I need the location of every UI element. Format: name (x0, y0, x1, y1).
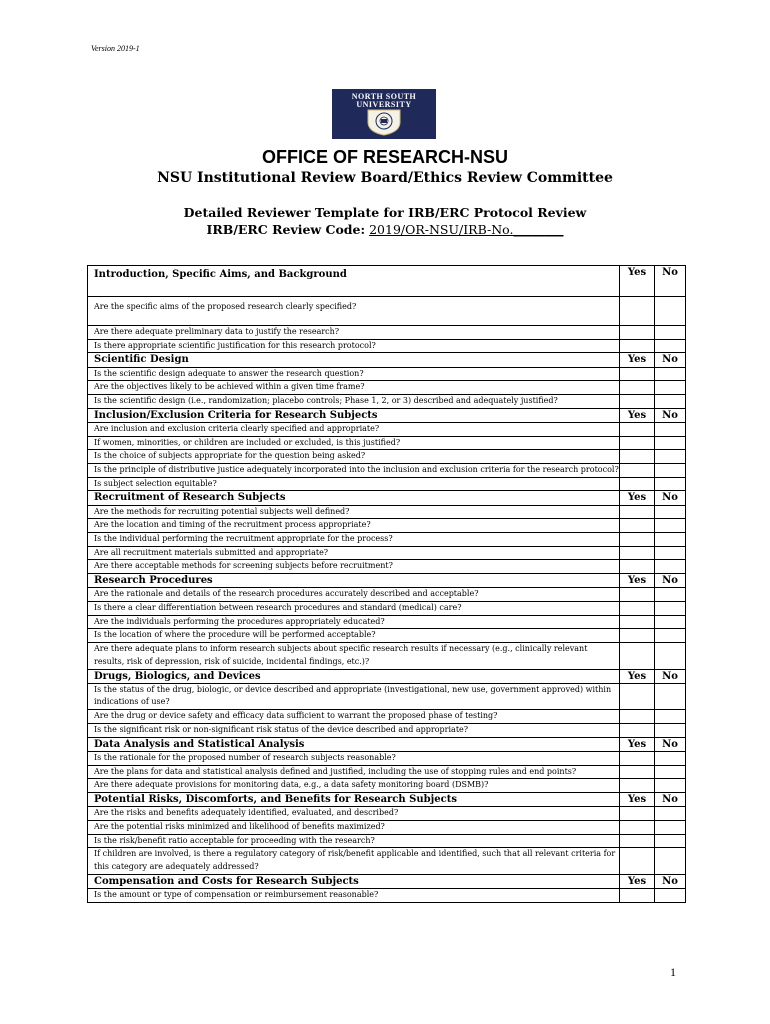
no-answer-cell[interactable] (655, 643, 686, 669)
no-answer-cell[interactable] (655, 588, 686, 602)
question-text: Is the location of where the procedure will be performed acceptable? (88, 629, 620, 643)
question-row (88, 723, 686, 737)
yes-answer-cell[interactable] (620, 422, 655, 436)
question-row (88, 820, 686, 834)
yes-answer-cell[interactable] (620, 533, 655, 547)
page-number: 1 (670, 965, 676, 979)
yes-answer-cell[interactable] (620, 560, 655, 574)
question-row (88, 779, 686, 793)
no-answer-cell[interactable] (655, 464, 686, 478)
question-row (88, 710, 686, 724)
no-answer-cell[interactable] (655, 807, 686, 821)
question-row (88, 807, 686, 821)
question-text: Are inclusion and exclusion criteria clearly specified and appropriate? (88, 422, 620, 436)
no-answer-cell[interactable] (655, 779, 686, 793)
logo-line-1: NORTH SOUTH (351, 92, 417, 101)
no-answer-cell[interactable] (655, 602, 686, 616)
question-text: Are the drug or device safety and efficacy data sufficient to warrant the proposed phase of testing? (88, 710, 620, 724)
section-header-row (88, 874, 686, 888)
no-column-header: No (655, 669, 686, 683)
question-text: Are the risks and benefits adequately identified, evaluated, and described? (88, 807, 620, 821)
no-answer-cell[interactable] (655, 450, 686, 464)
question-text: Is the principle of distributive justice adequately incorporated into the inclusion and exclusion criteria for the research protocol? (88, 464, 620, 478)
university-seal-icon (366, 108, 402, 136)
yes-answer-cell[interactable] (620, 505, 655, 519)
question-row (88, 367, 686, 381)
question-text: Are all recruitment materials submitted and appropriate? (88, 546, 620, 560)
question-text: Is the significant risk or non-significant risk status of the device described and appropriate? (88, 723, 620, 737)
yes-answer-cell[interactable] (620, 807, 655, 821)
yes-answer-cell[interactable] (620, 848, 655, 874)
yes-answer-cell[interactable] (620, 436, 655, 450)
yes-answer-cell[interactable] (620, 615, 655, 629)
question-row (88, 381, 686, 395)
question-row (88, 450, 686, 464)
question-row (88, 615, 686, 629)
no-answer-cell[interactable] (655, 888, 686, 902)
question-row (88, 848, 686, 874)
question-row (88, 505, 686, 519)
question-row (88, 533, 686, 547)
question-text: Is the risk/benefit ratio acceptable for proceeding with the research? (88, 834, 620, 848)
no-answer-cell[interactable] (655, 629, 686, 643)
question-row (88, 602, 686, 616)
question-text: Are there adequate provisions for monitoring data, e.g., a data safety monitoring board (DSMB)? (88, 779, 620, 793)
section-title: Introduction, Specific Aims, and Background (88, 266, 620, 297)
no-answer-cell[interactable] (655, 683, 686, 709)
question-text: Is subject selection equitable? (88, 477, 620, 491)
question-text: If women, minorities, or children are included or excluded, is this justified? (88, 436, 620, 450)
question-row (88, 588, 686, 602)
no-answer-cell[interactable] (655, 546, 686, 560)
section-title: Potential Risks, Discomforts, and Benefits for Research Subjects (88, 792, 620, 806)
section-title: Scientific Design (88, 353, 620, 367)
question-text: Is the rationale for the proposed number of research subjects reasonable? (88, 751, 620, 765)
question-text: Are the location and timing of the recruitment process appropriate? (88, 519, 620, 533)
yes-column-header: Yes (620, 792, 655, 806)
question-row (88, 519, 686, 533)
no-answer-cell[interactable] (655, 505, 686, 519)
yes-answer-cell[interactable] (620, 367, 655, 381)
no-answer-cell[interactable] (655, 436, 686, 450)
section-header-row (88, 491, 686, 505)
question-text: Is the choice of subjects appropriate for the question being asked? (88, 450, 620, 464)
question-text: Is the status of the drug, biologic, or device described and appropriate (investigational, new use, government approved) within indications of use? (88, 683, 620, 709)
no-answer-cell[interactable] (655, 326, 686, 340)
no-answer-cell[interactable] (655, 710, 686, 724)
no-answer-cell[interactable] (655, 533, 686, 547)
no-column-header: No (655, 874, 686, 888)
review-checklist-table (87, 265, 686, 903)
yes-answer-cell[interactable] (620, 683, 655, 709)
question-row (88, 629, 686, 643)
yes-answer-cell[interactable] (620, 723, 655, 737)
yes-answer-cell[interactable] (620, 765, 655, 779)
section-title: Inclusion/Exclusion Criteria for Research Subjects (88, 408, 620, 422)
review-code-label: IRB/ERC Review Code: (206, 222, 366, 237)
question-text: Is there a clear differentiation between research procedures and standard (medical) care? (88, 602, 620, 616)
no-answer-cell[interactable] (655, 848, 686, 874)
question-text: If children are involved, is there a regulatory category of risk/benefit applicable and identified, such that all relevant criteria for this category are adequately addressed? (88, 848, 620, 874)
question-text: Is the amount or type of compensation or reimbursement reasonable? (88, 888, 620, 902)
no-column-header: No (655, 792, 686, 806)
yes-answer-cell[interactable] (620, 588, 655, 602)
no-answer-cell[interactable] (655, 560, 686, 574)
question-row (88, 395, 686, 409)
question-text: Are the specific aims of the proposed research clearly specified? (88, 297, 620, 326)
yes-column-header: Yes (620, 574, 655, 588)
no-answer-cell[interactable] (655, 834, 686, 848)
section-title: Research Procedures (88, 574, 620, 588)
yes-answer-cell[interactable] (620, 629, 655, 643)
yes-answer-cell[interactable] (620, 477, 655, 491)
no-answer-cell[interactable] (655, 615, 686, 629)
section-title: Data Analysis and Statistical Analysis (88, 737, 620, 751)
question-row (88, 643, 686, 669)
yes-answer-cell[interactable] (620, 464, 655, 478)
no-answer-cell[interactable] (655, 367, 686, 381)
question-text: Is the individual performing the recruitment appropriate for the process? (88, 533, 620, 547)
question-text: Are the methods for recruiting potential subjects well defined? (88, 505, 620, 519)
committee-subtitle: NSU Institutional Review Board/Ethics Review Committee (157, 170, 613, 186)
yes-answer-cell[interactable] (620, 820, 655, 834)
yes-answer-cell[interactable] (620, 643, 655, 669)
no-answer-cell[interactable] (655, 519, 686, 533)
no-column-header: No (655, 737, 686, 751)
question-text: Is the scientific design (i.e., randomization; placebo controls; Phase 1, 2, or 3) described and adequately justified? (88, 395, 620, 409)
question-text: Is there appropriate scientific justification for this research protocol? (88, 339, 620, 353)
no-column-header: No (655, 266, 686, 297)
question-row (88, 683, 686, 709)
no-answer-cell[interactable] (655, 395, 686, 409)
no-answer-cell[interactable] (655, 751, 686, 765)
question-row (88, 297, 686, 326)
no-answer-cell[interactable] (655, 477, 686, 491)
logo-line-2: UNIVERSITY (356, 100, 412, 109)
university-logo (332, 89, 436, 139)
yes-column-header: Yes (620, 353, 655, 367)
question-row (88, 422, 686, 436)
question-text: Are there adequate preliminary data to justify the research? (88, 326, 620, 340)
question-text: Are the objectives likely to be achieved within a given time frame? (88, 381, 620, 395)
no-answer-cell[interactable] (655, 765, 686, 779)
question-row (88, 834, 686, 848)
yes-answer-cell[interactable] (620, 710, 655, 724)
question-text: Are there acceptable methods for screening subjects before recruitment? (88, 560, 620, 574)
no-answer-cell[interactable] (655, 723, 686, 737)
template-title: Detailed Reviewer Template for IRB/ERC Protocol Review (183, 205, 587, 220)
question-text: Are the plans for data and statistical analysis defined and justified, including the use of stopping rules and end points? (88, 765, 620, 779)
no-column-header: No (655, 353, 686, 367)
yes-answer-cell[interactable] (620, 339, 655, 353)
question-row (88, 751, 686, 765)
review-code-line (0, 222, 770, 237)
yes-answer-cell[interactable] (620, 779, 655, 793)
question-text: Are the potential risks minimized and likelihood of benefits maximized? (88, 820, 620, 834)
yes-answer-cell[interactable] (620, 519, 655, 533)
no-answer-cell[interactable] (655, 820, 686, 834)
section-header-row (88, 266, 686, 297)
question-row (88, 546, 686, 560)
yes-column-header: Yes (620, 408, 655, 422)
section-header-row (88, 574, 686, 588)
yes-answer-cell[interactable] (620, 888, 655, 902)
section-title: Compensation and Costs for Research Subjects (88, 874, 620, 888)
yes-column-header: Yes (620, 874, 655, 888)
question-text: Are the rationale and details of the research procedures accurately described and acceptable? (88, 588, 620, 602)
yes-answer-cell[interactable] (620, 326, 655, 340)
question-row (88, 464, 686, 478)
no-column-header: No (655, 408, 686, 422)
question-row (88, 765, 686, 779)
review-code-value[interactable]: 2019/OR-NSU/IRB-No.________ (369, 222, 564, 237)
question-row (88, 560, 686, 574)
yes-answer-cell[interactable] (620, 834, 655, 848)
question-row (88, 477, 686, 491)
section-header-row (88, 792, 686, 806)
section-header-row (88, 737, 686, 751)
yes-answer-cell[interactable] (620, 602, 655, 616)
no-answer-cell[interactable] (655, 297, 686, 326)
yes-column-header: Yes (620, 491, 655, 505)
yes-column-header: Yes (620, 737, 655, 751)
section-title: Recruitment of Research Subjects (88, 491, 620, 505)
yes-column-header: Yes (620, 669, 655, 683)
no-column-header: No (655, 574, 686, 588)
no-answer-cell[interactable] (655, 381, 686, 395)
section-header-row (88, 408, 686, 422)
yes-answer-cell[interactable] (620, 297, 655, 326)
yes-answer-cell[interactable] (620, 751, 655, 765)
question-text: Is the scientific design adequate to answer the research question? (88, 367, 620, 381)
no-answer-cell[interactable] (655, 422, 686, 436)
office-title: OFFICE OF RESEARCH-NSU (261, 147, 508, 167)
question-row (88, 436, 686, 450)
yes-column-header: Yes (620, 266, 655, 297)
version-label: Version 2019-1 (91, 44, 140, 53)
yes-answer-cell[interactable] (620, 546, 655, 560)
question-text: Are there adequate plans to inform research subjects about specific research results if necessary (e.g., clinically relevant results, risk of depression, risk of suicide, incidental findings, etc.)? (88, 643, 620, 669)
yes-answer-cell[interactable] (620, 450, 655, 464)
question-text: Are the individuals performing the procedures appropriately educated? (88, 615, 620, 629)
yes-answer-cell[interactable] (620, 381, 655, 395)
section-title: Drugs, Biologics, and Devices (88, 669, 620, 683)
section-header-row (88, 669, 686, 683)
no-column-header: No (655, 491, 686, 505)
section-header-row (88, 353, 686, 367)
question-row (88, 888, 686, 902)
question-row (88, 339, 686, 353)
yes-answer-cell[interactable] (620, 395, 655, 409)
question-row (88, 326, 686, 340)
no-answer-cell[interactable] (655, 339, 686, 353)
